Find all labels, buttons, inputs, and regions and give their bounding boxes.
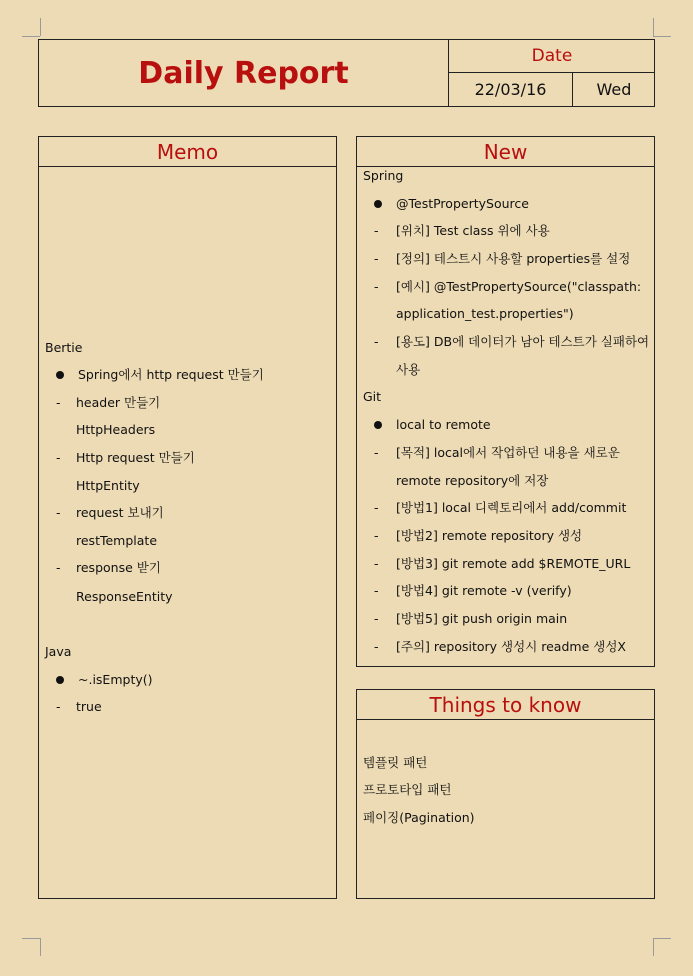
bullet-icon [56, 676, 64, 684]
memo-item-sub: ResponseEntity [76, 589, 173, 604]
new-item: [방법5] git push origin main [396, 611, 568, 626]
new-item: [주의] repository 생성시 readme 생성X [396, 639, 626, 654]
crop-mark [22, 36, 40, 37]
crop-mark [653, 36, 671, 37]
crop-mark [40, 938, 41, 956]
dash-icon: - [56, 450, 61, 465]
memo-bullet-spring: Spring에서 http request 만들기 [78, 367, 264, 382]
dash-icon: - [56, 699, 61, 714]
dash-icon: - [374, 500, 379, 515]
new-title: New [357, 137, 654, 167]
new-item-cont: remote repository에 저장 [396, 473, 549, 488]
new-item: [예시] @TestPropertySource("classpath: [396, 279, 642, 294]
dash-icon: - [374, 279, 379, 294]
things-item: 프로토타입 패턴 [363, 782, 452, 797]
memo-item: true [76, 699, 102, 714]
dash-icon: - [374, 611, 379, 626]
dash-icon: - [374, 334, 379, 349]
new-item: [방법4] git remote -v (verify) [396, 583, 572, 598]
date-label: Date [449, 40, 655, 73]
crop-mark [653, 938, 671, 939]
dash-icon: - [374, 528, 379, 543]
memo-item: response 받기 [76, 560, 161, 575]
crop-mark [40, 18, 41, 36]
memo-item: header 만들기 [76, 395, 161, 410]
dash-icon: - [374, 583, 379, 598]
memo-bullet-isempty: ~.isEmpty() [78, 672, 153, 687]
memo-item: request 보내기 [76, 505, 164, 520]
day-value: Wed [596, 80, 632, 99]
crop-mark [22, 938, 40, 939]
dash-icon: - [56, 505, 61, 520]
memo-heading-java: Java [45, 644, 72, 659]
dash-icon: - [374, 556, 379, 571]
memo-title: Memo [39, 137, 336, 167]
memo-heading-bertie: Bertie [45, 340, 83, 355]
new-bullet-testpropertysource: @TestPropertySource [396, 196, 529, 211]
new-item: [방법3] git remote add $REMOTE_URL [396, 556, 631, 571]
new-item: [정의] 테스트시 사용할 properties를 설정 [396, 251, 631, 266]
dash-icon: - [56, 560, 61, 575]
new-item: [목적] local에서 작업하던 내용을 새로운 [396, 445, 620, 460]
memo-item-sub: restTemplate [76, 533, 158, 548]
memo-item-sub: HttpHeaders [76, 422, 156, 437]
new-item: [위치] Test class 위에 사용 [396, 223, 550, 238]
bullet-icon [374, 421, 382, 429]
new-item-cont: 사용 [396, 362, 421, 377]
dash-icon: - [56, 395, 61, 410]
report-header [38, 39, 655, 107]
things-title: Things to know [357, 690, 654, 720]
memo-item-sub: HttpEntity [76, 478, 140, 493]
things-item: 템플릿 패턴 [363, 755, 428, 770]
date-value: 22/03/16 [449, 73, 573, 106]
new-item-cont: application_test.properties") [396, 306, 574, 321]
dash-icon: - [374, 445, 379, 460]
crop-mark [653, 938, 654, 956]
new-item: [방법1] local 디렉토리에서 add/commit [396, 500, 627, 515]
bullet-icon [56, 371, 64, 379]
new-heading-git: Git [363, 389, 382, 404]
new-heading-spring: Spring [363, 168, 404, 183]
page-title: Daily Report [39, 40, 449, 106]
dash-icon: - [374, 639, 379, 654]
things-item: 페이징(Pagination) [363, 810, 475, 825]
dash-icon: - [374, 251, 379, 266]
new-item: [방법2] remote repository 생성 [396, 528, 583, 543]
crop-mark [653, 18, 654, 36]
bullet-icon [374, 200, 382, 208]
memo-item: Http request 만들기 [76, 450, 195, 465]
new-item: [용도] DB에 데이터가 남아 테스트가 실패하여 [396, 334, 650, 349]
dash-icon: - [374, 223, 379, 238]
new-bullet-local-to-remote: local to remote [396, 417, 491, 432]
